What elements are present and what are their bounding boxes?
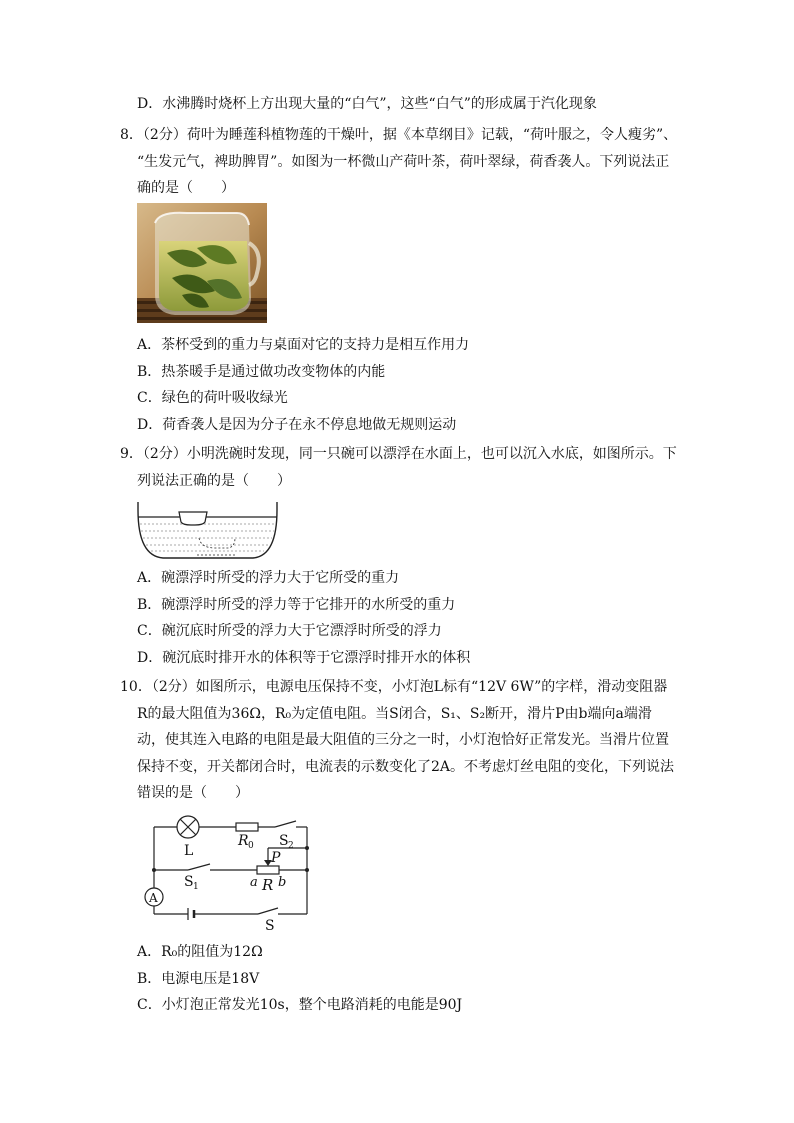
q8-stem-line2: “生发元气，裨助脾胃”。如图为一杯微山产荷叶茶，荷叶翠绿，荷香袭人。下列说法正 (137, 154, 670, 170)
bowl-float-sink-figure (135, 500, 280, 562)
q10-stem-line5: 错误的是（ ） (137, 785, 249, 801)
lotus-tea-photo (137, 203, 267, 323)
label-s2: S (279, 833, 289, 849)
q8-option-c: C．绿色的荷叶吸收绿光 (137, 390, 288, 406)
q10-stem-line4: 保持不变，开关都闭合时，电流表的示数变化了2A。不考虑灯丝电阻的变化，下列说法 (137, 759, 675, 775)
label-slider-p: P (271, 850, 281, 866)
label-s2-sub: 2 (288, 841, 294, 851)
label-s1-sub: 1 (193, 882, 199, 892)
label-a-end: a (250, 875, 258, 890)
q10-stem-line3: 动，使其连入电路的电阻是最大阻值的三分之一时，小灯泡恰好正常发光。当滑片位置 (137, 732, 669, 748)
circuit-diagram (130, 812, 330, 936)
label-r0: R (238, 833, 249, 849)
q10-stem-line1: 10．（2分）如图所示，电源电压保持不变，小灯泡L标有“12V 6W”的字样，滑动变阻器 (120, 679, 668, 695)
label-b-end: b (278, 875, 287, 890)
q9-option-d: D．碗沉底时排开水的体积等于它漂浮时排开水的体积 (137, 650, 471, 666)
q8-option-a: A．茶杯受到的重力与桌面对它的支持力是相互作用力 (137, 337, 470, 353)
q9-option-a: A．碗漂浮时所受的浮力大于它所受的重力 (137, 570, 400, 586)
q9-option-c: C．碗沉底时所受的浮力大于它漂浮时所受的浮力 (137, 623, 442, 639)
q10-option-a: A．R₀的阻值为12Ω (137, 944, 263, 960)
q9-stem-line1: 9．（2分）小明洗碗时发现，同一只碗可以漂浮在水面上，也可以沉入水底，如图所示。下 (120, 446, 677, 462)
q7-option-d: D．水沸腾时烧杯上方出现大量的“白气”，这些“白气”的形成属于汽化现象 (137, 96, 597, 112)
q8-stem-line1: 8．（2分）荷叶为睡莲科植物莲的干燥叶，据《本草纲目》记载，“荷叶服之，令人瘦劣”、 (120, 127, 678, 143)
label-lamp-l: L (184, 843, 194, 859)
q8-stem-line3: 确的是（ ） (137, 180, 235, 196)
label-r0-sub: 0 (248, 841, 254, 851)
q8-option-d: D．荷香袭人是因为分子在永不停息地做无规则运动 (137, 417, 457, 433)
label-ammeter: A (149, 891, 158, 905)
label-s1: S (184, 874, 194, 890)
q10-option-b: B．电源电压是18V (137, 971, 260, 987)
q8-option-b: B．热茶暖手是通过做功改变物体的内能 (137, 364, 386, 380)
label-main-switch-s: S (265, 918, 275, 934)
q9-stem-line2: 列说法正确的是（ ） (137, 473, 291, 489)
q10-stem-line2: R的最大阻值为36Ω，R₀为定值电阻。当S闭合，S₁、S₂断开，滑片P由b端向a端滑 (137, 706, 652, 722)
q9-option-b: B．碗漂浮时所受的浮力等于它排开的水所受的重力 (137, 597, 456, 613)
label-rheostat-r: R (262, 876, 274, 894)
q10-option-c: C．小灯泡正常发光10s，整个电路消耗的电能是90J (137, 997, 463, 1013)
